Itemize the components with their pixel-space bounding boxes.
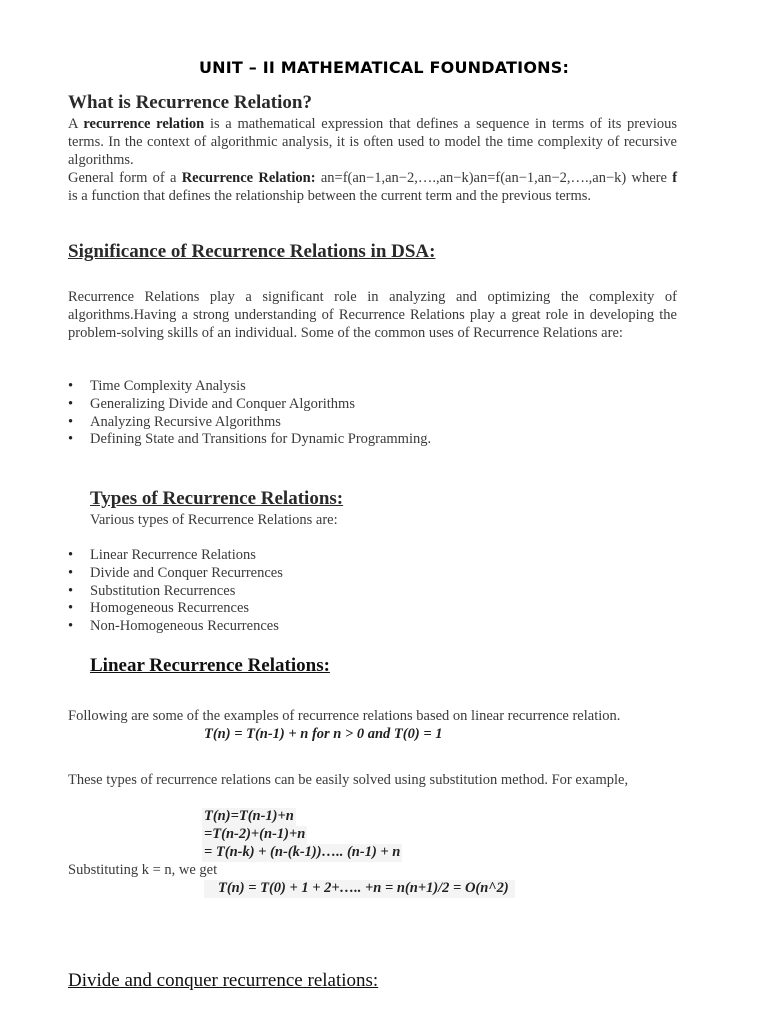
types-list (68, 547, 283, 636)
text-segment: General form of a (68, 170, 177, 186)
heading-linear: Linear Recurrence Relations: (90, 655, 330, 676)
heading-significance: Significance of Recurrence Relations in DSA: (68, 241, 436, 262)
types-intro: Various types of Recurrence Relations are: (90, 512, 338, 528)
text-segment: is a mathematical expression that defines a sequence in terms of its previous terms. In the context of algorithmic analysis, it is often used to model the time complexity of recursive algorithms. (68, 116, 677, 168)
uses-list (68, 378, 431, 449)
page-title: UNIT – II MATHEMATICAL FOUNDATIONS: (198, 58, 570, 77)
term-general-form: Recurrence Relation: (181, 170, 316, 186)
term-f: f (672, 170, 678, 186)
equation-linear: T(n) = T(n-1) + n for n > 0 and T(0) = 1 (204, 726, 443, 742)
list-item: • Generalizing Divide and Conquer Algorithms (68, 396, 431, 414)
substitution-paragraph: These types of recurrence relations can be easily solved using substitution method. For example, (68, 772, 629, 788)
text-segment: is a function that defines the relationship between the current term and the previous terms. (68, 187, 592, 204)
list-item: • Non-Homogeneous Recurrences (68, 618, 283, 636)
substituting-line: Substituting k = n, we get (68, 862, 218, 878)
list-item: • Time Complexity Analysis (68, 378, 431, 396)
list-item: • Divide and Conquer Recurrences (68, 565, 283, 583)
term-recurrence-relation: recurrence relation (83, 116, 205, 132)
list-item: • Defining State and Transitions for Dynamic Programming. (68, 431, 431, 449)
linear-paragraph: Following are some of the examples of recurrence relations based on linear recurrence relation. (68, 708, 621, 724)
list-item: • Analyzing Recursive Algorithms (68, 414, 431, 432)
definition-paragraph (68, 116, 677, 169)
list-item: • Homogeneous Recurrences (68, 600, 283, 618)
equation-step-2: =T(n-2)+(n-1)+n (204, 826, 306, 842)
general-form-paragraph (68, 170, 677, 206)
equation-step-3: = T(n-k) + (n-(k-1))….. (n-1) + n (204, 844, 401, 860)
equation-step-1: T(n)=T(n-1)+n (204, 808, 294, 824)
heading-what-is-recurrence: What is Recurrence Relation? (68, 92, 312, 113)
heading-divide-conquer: Divide and conquer recurrence relations: (68, 970, 379, 991)
heading-types: Types of Recurrence Relations: (90, 488, 344, 509)
equation-result: T(n) = T(0) + 1 + 2+….. +n = n(n+1)/2 = O(n^2) (204, 880, 515, 898)
text-segment: an=f(an−1,an−2,….,an−k)an=f(an−1,an−2,….,an−k) where (320, 170, 667, 186)
text-segment: A (68, 116, 78, 132)
list-item: • Substitution Recurrences (68, 583, 283, 601)
list-item: • Linear Recurrence Relations (68, 547, 283, 565)
significance-paragraph: Recurrence Relations play a significant role in analyzing and optimizing the complexity of algorithms.Having a strong understanding of Recurrence Relations play a great role in developing the problem-solving skills of an individual. Some of the common uses of Recurrence Relations are: (68, 289, 677, 341)
